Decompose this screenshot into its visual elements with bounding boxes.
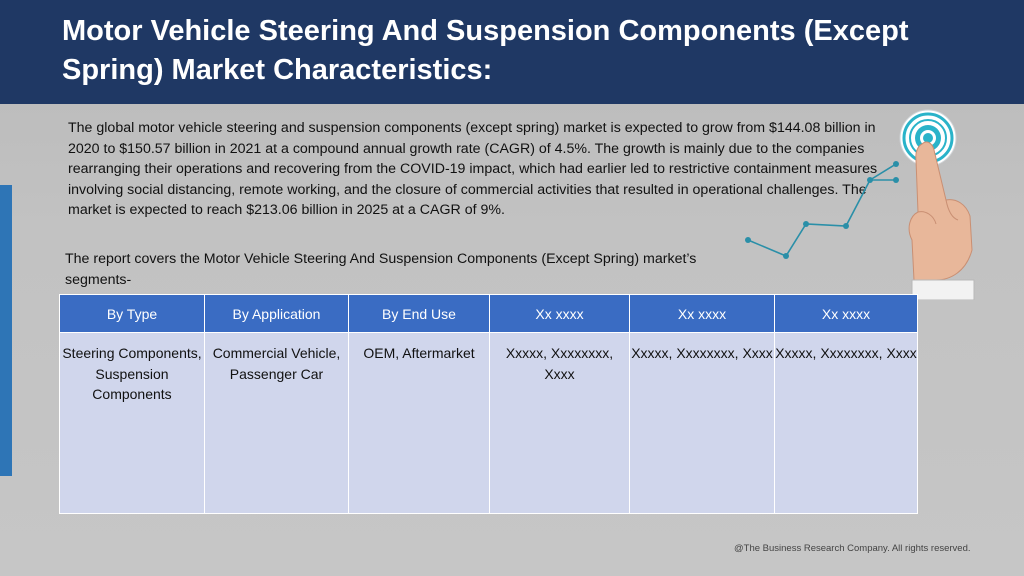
cell-placeholder-3: Xxxxx, Xxxxxxxx, Xxxx (775, 333, 918, 514)
cell-by-type: Steering Components, Suspension Components (60, 333, 205, 514)
report-segments-text: The report covers the Motor Vehicle Steering And Suspension Components (Except Spring) market’s segments- (65, 251, 697, 288)
table-row (60, 333, 918, 514)
table-header-row (60, 295, 918, 333)
header-placeholder-3: Xx xxxx (775, 295, 918, 333)
title-banner (0, 0, 1024, 104)
copyright-footer: @The Business Research Company. All rights reserved. (734, 543, 971, 554)
cell-by-application: Commercial Vehicle, Passenger Car (205, 333, 349, 514)
header-by-type: By Type (60, 295, 205, 333)
page-title: Motor Vehicle Steering And Suspension Components (Except Spring) Market Characteristics: (62, 15, 909, 86)
segments-table (59, 294, 918, 514)
hand-touching-target-icon (700, 100, 1020, 300)
cell-placeholder-1: Xxxxx, Xxxxxxxx, Xxxx (490, 333, 630, 514)
cell-by-end-use: OEM, Aftermarket (349, 333, 490, 514)
left-accent-bar (0, 185, 12, 476)
header-placeholder-1: Xx xxxx (490, 295, 630, 333)
header-placeholder-2: Xx xxxx (630, 295, 775, 333)
header-by-end-use: By End Use (349, 295, 490, 333)
header-by-application: By Application (205, 295, 349, 333)
cell-placeholder-2: Xxxxx, Xxxxxxxx, Xxxx (630, 333, 775, 514)
intro-paragraph: The global motor vehicle steering and suspension components (except spring) market is expected to grow from $144.08 billion in 2020 to $150.57 billion in 2021 at a compound annual growth rate (CAGR) of 4.5%. The growth is mainly due to the companies rearranging their operations and recovering from the COVID-19 impact, which had earlier led to restrictive containment measures involving social distancing, remote working, and the closure of commercial activities that resulted in operational challenges. The market is expected to reach $213.06 billion in 2025 at a CAGR of 9%. (68, 120, 878, 219)
